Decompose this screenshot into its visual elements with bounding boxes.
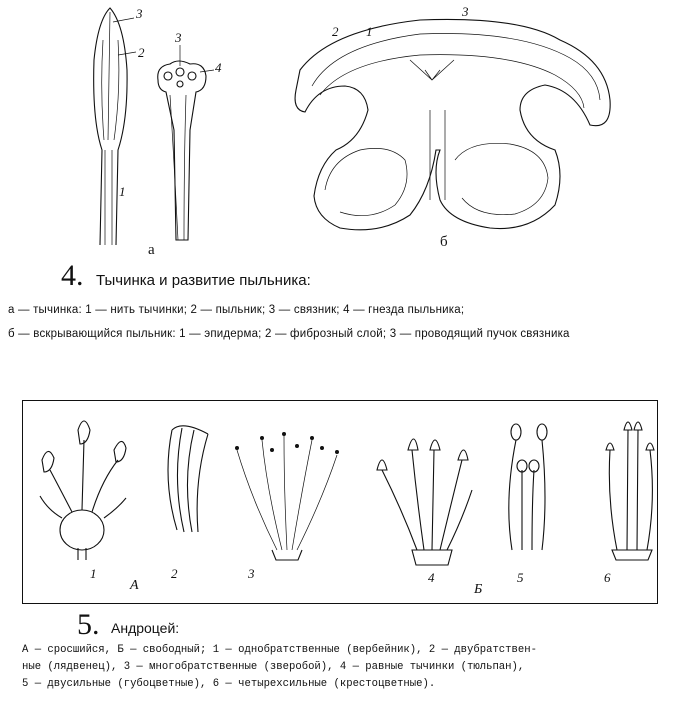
item-number-5: 5 bbox=[517, 570, 524, 585]
item-number-4: 4 bbox=[428, 570, 435, 585]
figure-5-illustration bbox=[22, 400, 658, 604]
label-b-3: 3 bbox=[462, 4, 469, 19]
figure-5-title: Андроцей: bbox=[111, 620, 180, 636]
figure-5-legend-line-1: А — сросшийся, Б — свободный; 1 — однобратственные (вербейник), 2 — двубратствен- bbox=[22, 644, 537, 656]
figure-4-number: 4. bbox=[61, 259, 84, 292]
figure-4-legend-line-2: б — вскрывающийся пыльник: 1 — эпидерма; 2 — фиброзный слой; 3 — проводящий пучок связника bbox=[8, 328, 570, 340]
panel-a-letter: а bbox=[148, 242, 155, 258]
label-b-1: 1 bbox=[366, 24, 373, 39]
label-b-2: 2 bbox=[332, 24, 339, 39]
stamen-drawing bbox=[94, 8, 127, 245]
label-a-section-4: 4 bbox=[215, 60, 222, 75]
label-a-3: 3 bbox=[136, 6, 143, 21]
item-number-6: 6 bbox=[604, 570, 611, 585]
item-number-1: 1 bbox=[90, 566, 97, 581]
figure-4-title: Тычинка и развитие пыльника: bbox=[96, 272, 311, 289]
label-a-1: 1 bbox=[119, 184, 126, 199]
androecium-3-drawing bbox=[235, 432, 339, 560]
label-a-2: 2 bbox=[138, 45, 145, 60]
panel-b-letter: б bbox=[440, 234, 448, 250]
androecium-5-drawing bbox=[509, 424, 547, 550]
leader-lines-a bbox=[113, 18, 214, 72]
figure-4-legend-line-1: а — тычинка: 1 — нить тычинки; 2 — пыльник; 3 — связник; 4 — гнезда пыльника; bbox=[8, 304, 465, 316]
figure-5-legend-line-3: 5 — двусильные (губоцветные), 6 — четырехсильные (крестоцветные). bbox=[22, 678, 436, 690]
group-letter-a: А bbox=[130, 578, 139, 593]
dehiscing-anther-drawing bbox=[295, 19, 610, 229]
anther-cross-section-drawing bbox=[158, 61, 206, 240]
label-a-section-3: 3 bbox=[175, 30, 182, 45]
androecium-6-drawing bbox=[606, 422, 654, 560]
androecium-1-drawing bbox=[40, 421, 126, 560]
group-letter-b: Б bbox=[474, 582, 483, 597]
figure-5-legend-line-2: ные (лядвенец), 3 — многобратственные (зверобой), 4 — равные тычинки (тюльпан), bbox=[22, 661, 525, 673]
item-number-3: 3 bbox=[248, 566, 255, 581]
item-number-2: 2 bbox=[171, 566, 178, 581]
androecium-4-drawing bbox=[377, 439, 472, 565]
androecium-2-drawing bbox=[168, 426, 208, 532]
figure-5-number: 5. bbox=[77, 608, 100, 641]
